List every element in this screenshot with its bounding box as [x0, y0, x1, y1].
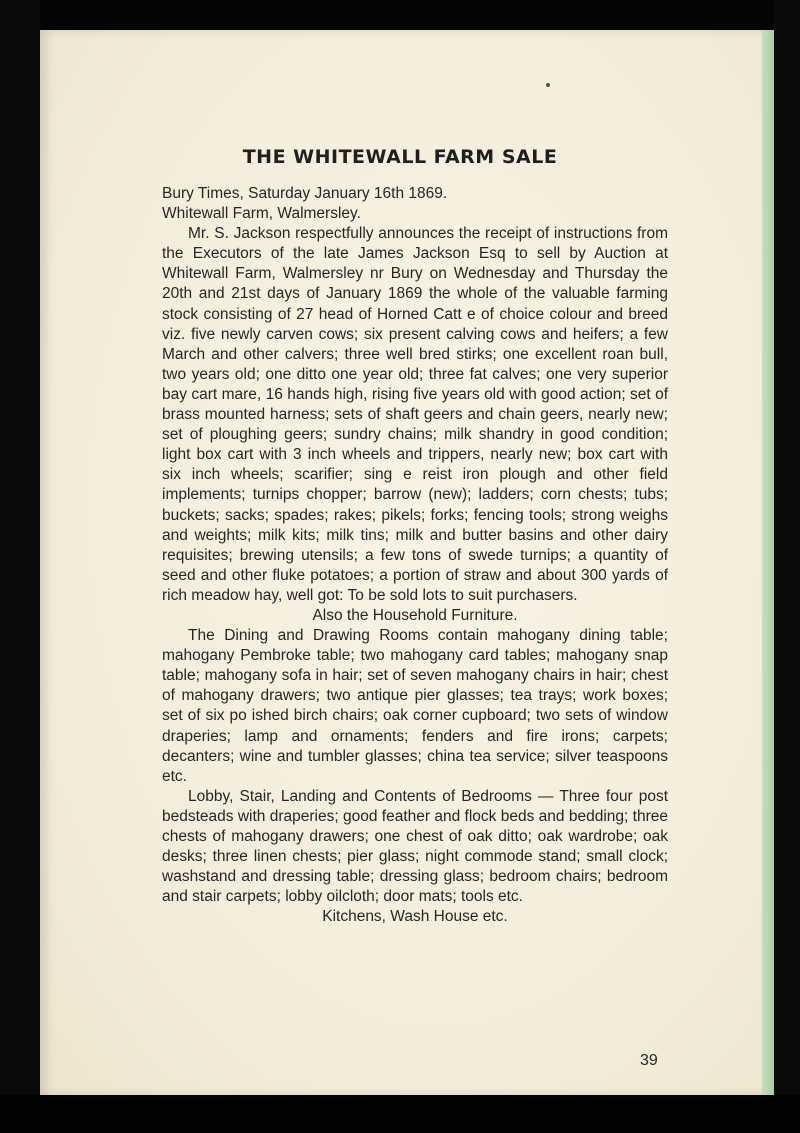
page-number: 39 — [640, 1052, 658, 1069]
book-cover-edge — [762, 30, 774, 1095]
location-line: Whitewall Farm, Walmersley. — [162, 205, 361, 223]
scanner-border-right — [774, 0, 800, 1133]
source-line: Bury Times, Saturday January 16th 1869. — [162, 185, 448, 202]
scanner-border-top — [0, 0, 800, 30]
page-title: THE WHITEWALL FARM SALE — [242, 146, 558, 168]
ink-speck — [546, 83, 550, 87]
scanner-border-left — [0, 0, 40, 1133]
heading-household-furniture: Also the Household Furniture. — [312, 606, 518, 624]
paragraph-dining-rooms: The Dining and Drawing Rooms contain mahogany dining table; mahogany Pembroke table; two mahogany card tables; mahogany snap table; mahogany sofa in hair; set of seven mahogany chairs in hair; chest of mahogany drawers; two antique pier glasses; tea trays; work boxes; set of six po ished birch chairs; oak corner cupboard; two sets of window draperies; lamp and ornaments; fenders and fire irons; carpets; decanters; wine and tumbler glasses; china tea service; silver teaspoons etc. — [162, 627, 668, 785]
paragraph-auction: Mr. S. Jackson respectfully announces the receipt of instructions from the Executors of the late James Jackson Esq to sell by Auction at Whitewall Farm, Walmersley nr Bury on Wednesday and Thursday the 20th and 21st days of January 1869 the whole of the valuable farming stock consisting of 27 head of Horned Catt e of choice colour and breed viz. five newly carven cows; six present calving cows and heifers; a few March and other calvers; three well bred stirks; one excellent roan bull, two years old; one ditto one year old; three fat calves; one very superior bay cart mare, 16 hands high, rising five years old with good action; set of brass mounted harness; sets of shaft geers and chain geers, nearly new; set of ploughing geers; sundry chains; milk shandry in good condition; light box cart with 3 inch wheels and trippers, nearly new; box cart with six inch wheels; scarifier; sing e reist iron plough and other field implements; turnips chopper; barrow (new); ladders; corn chests; tubs; buckets; sacks; spades; rakes; pikels; forks; fencing tools; strong weighs and weights; milk kits; milk tins; milk and butter basins and other dairy requisites; brewing utensils; a few tons of swede turnips; a quantity of seed and other fluke potatoes; a portion of straw and about 300 yards of rich meadow hay, well got: To be sold lots to suit purchasers. — [162, 225, 668, 604]
article-body — [162, 184, 668, 927]
heading-kitchens: Kitchens, Wash House etc. — [322, 908, 508, 926]
paragraph-bedrooms: Lobby, Stair, Landing and Contents of Bedrooms — Three four post bedsteads with draperies; good feather and flock beds and bedding; three chests of mahogany drawers; one chest of oak ditto; oak wardrobe; oak desks; three linen chests; pier glass; night commode stand; small clock; washstand and dressing table; dressing glass; bedroom chairs; bedroom and stair carpets; lobby oilcloth; door mats; tools etc. — [162, 787, 668, 906]
scanner-border-bottom — [0, 1095, 800, 1133]
